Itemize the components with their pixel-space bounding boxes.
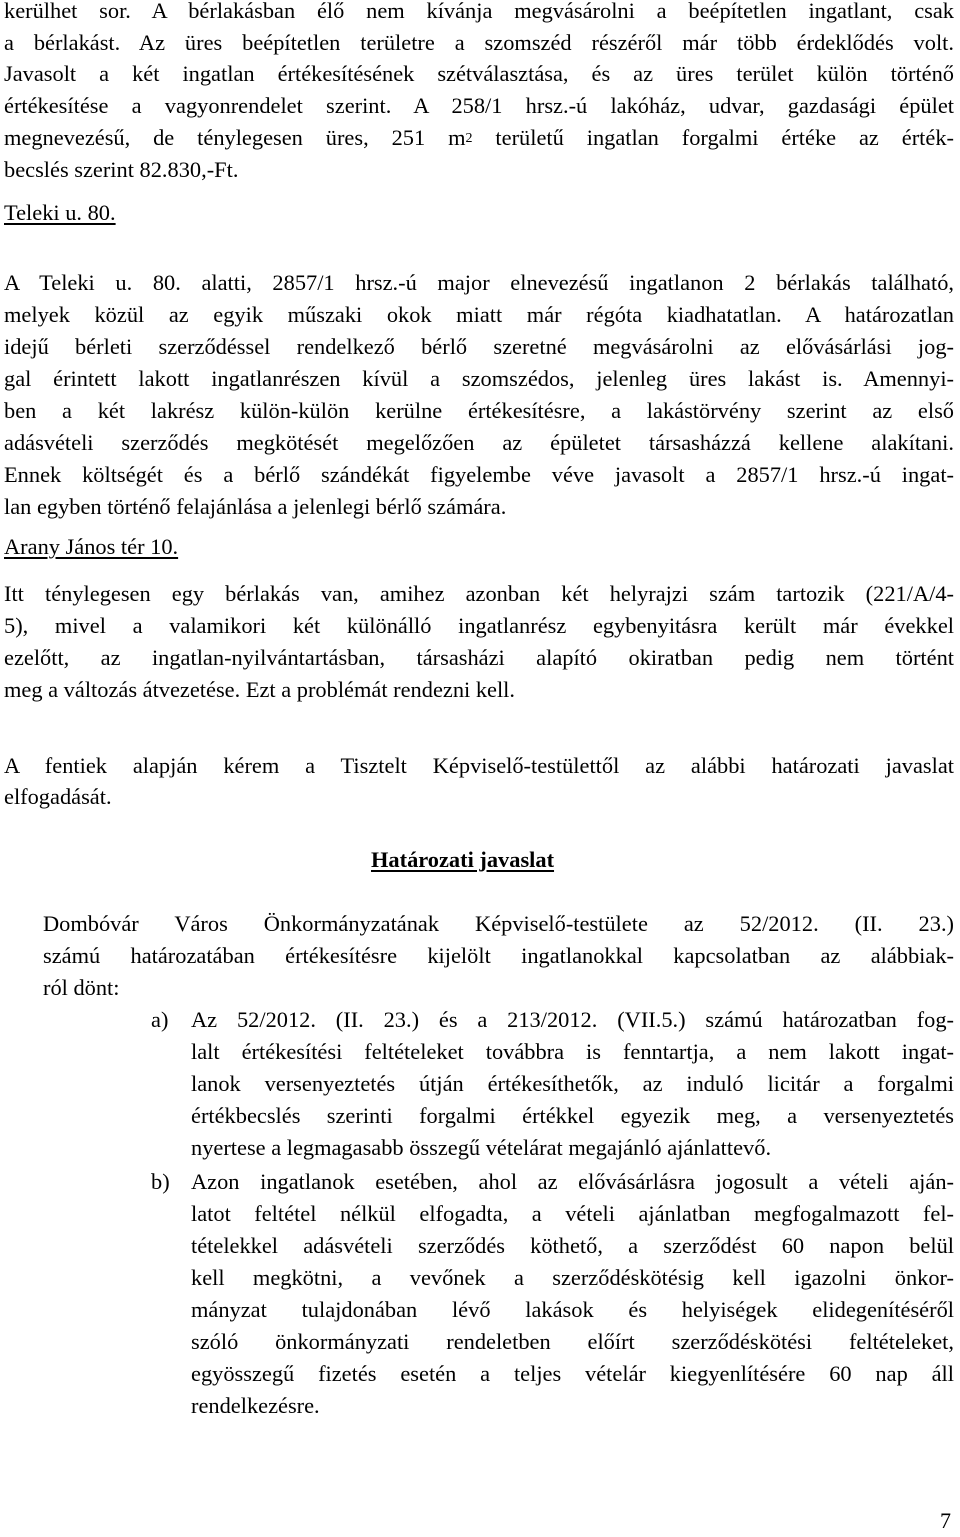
list-item-line: latot feltétel nélkül elfogadta, a vételi ajánlatban megfogalmazott fel- [191, 1201, 954, 1226]
paragraph-line: kerülhet sor. A bérlakásban élő nem kívánja megvásárolni a beépítetlen ingatlant, csak [4, 0, 954, 23]
paragraph-text: megnevezésű, de ténylegesen üres, 251 m [4, 125, 466, 150]
list-item-line: Azon ingatlanok esetében, ahol az elővásárlásra jogosult a vételi aján- [191, 1169, 954, 1194]
list-item-line: szóló önkormányzati rendeletben előírt szerződéskötési feltételeket, [191, 1329, 954, 1354]
list-item-line: értékbecslés szerinti forgalmi értékkel egyezik meg, a versenyeztetés [191, 1103, 954, 1128]
paragraph-line: a bérlakást. Az üres beépítetlen területre a szomszéd részéről már több érdeklődés volt. [4, 30, 954, 55]
paragraph-line: meg a változás átvezetése. Ezt a problémát rendezni kell. [4, 677, 516, 702]
list-label-a: a) [151, 1007, 169, 1032]
paragraph-line: A Teleki u. 80. alatti, 2857/1 hrsz.-ú major elnevezésű ingatlanon 2 bérlakás található, [4, 270, 954, 295]
paragraph-text: területű ingatlan forgalmi értéke az érték- [472, 125, 954, 150]
paragraph-line [4, 122, 954, 154]
list-label-b: b) [151, 1169, 170, 1194]
list-item-line: nyertese a legmagasabb összegű vételárat megajánló ajánlattevő. [191, 1135, 772, 1160]
paragraph-line: A fentiek alapján kérem a Tisztelt Képviselő-testülettől az alábbi határozati javaslat [4, 753, 954, 778]
list-item-line: rendelkezésre. [191, 1393, 320, 1418]
paragraph-line: elfogadását. [4, 784, 112, 809]
list-item-line: kell megkötni, a vevőnek a szerződéskötésig kell igazolni önkor- [191, 1265, 954, 1290]
paragraph-line: becslés szerint 82.830,-Ft. [4, 157, 239, 182]
list-item-line: tételekkel adásvételi szerződés köthető, a szerződést 60 napon belül [191, 1233, 954, 1258]
section-heading-teleki: Teleki u. 80. [4, 200, 116, 225]
resolution-title: Határozati javaslat [371, 847, 555, 872]
list-item-line: Az 52/2012. (II. 23.) és a 213/2012. (VII.5.) számú határozatban fog- [191, 1007, 954, 1032]
paragraph-line: idejű bérleti szerződéssel rendelkező bérlő szeretné megvásárolni az elővásárlási jog- [4, 334, 954, 359]
paragraph-line: értékesítése a vagyonrendelet szerint. A 258/1 hrsz.-ú lakóház, udvar, gazdasági épület [4, 93, 954, 118]
superscript: 2 [465, 131, 473, 146]
paragraph-line: Ennek költségét és a bérlő szándékát figyelembe véve javasolt a 2857/1 hrsz.-ú ingat- [4, 462, 954, 487]
page-number: 7 [940, 1508, 951, 1533]
paragraph-line: adásvételi szerződés megkötését megelőzően az épületet társasházzá kellene alakítani. [4, 430, 954, 455]
paragraph-line: Javasolt a két ingatlan értékesítésének szétválasztása, és az üres terület külön történő [4, 61, 954, 86]
paragraph-line: melyek közül az egyik műszaki okok miatt már régóta kiadhatatlan. A határozatlan [4, 302, 954, 327]
paragraph-line: számú határozatában értékesítésre kijelölt ingatlanokkal kapcsolatban az alábbiak- [43, 943, 954, 968]
paragraph-line: ezelőtt, az ingatlan-nyilvántartásban, társasházi alapító okiratban pedig nem történt [4, 645, 954, 670]
paragraph-line: Dombóvár Város Önkormányzatának Képviselő-testülete az 52/2012. (II. 23.) [43, 911, 954, 936]
list-item-line: mányzat tulajdonában lévő lakások és helyiségek elidegenítéséről [191, 1297, 954, 1322]
paragraph-line: Itt ténylegesen egy bérlakás van, amihez azonban két helyrajzi szám tartozik (221/A/4- [4, 581, 954, 606]
list-item-line: lanok versenyeztetés útján értékesíthetők, az induló licitár a forgalmi [191, 1071, 954, 1096]
paragraph-line: ben a két lakrész külön-külön kerülne értékesítésre, a lakástörvény szerint az első [4, 398, 954, 423]
paragraph-line: ról dönt: [43, 975, 120, 1000]
paragraph-line: 5), mivel a valamikori két különálló ingatlanrész egybenyitásra került már évekkel [4, 613, 954, 638]
section-heading-arany: Arany János tér 10. [4, 534, 179, 559]
list-item-line: lalt értékesítési feltételeket továbbra is fenntartja, a nem lakott ingat- [191, 1039, 954, 1064]
paragraph-line: lan egyben történő felajánlása a jelenlegi bérlő számára. [4, 494, 507, 519]
paragraph-line: gal érintett lakott ingatlanrészen kívül a szomszédos, jelenleg üres lakást is. Amennyi- [4, 366, 954, 391]
list-item-line: egyösszegű fizetés esetén a teljes vételár kiegyenlítésére 60 nap áll [191, 1361, 954, 1386]
